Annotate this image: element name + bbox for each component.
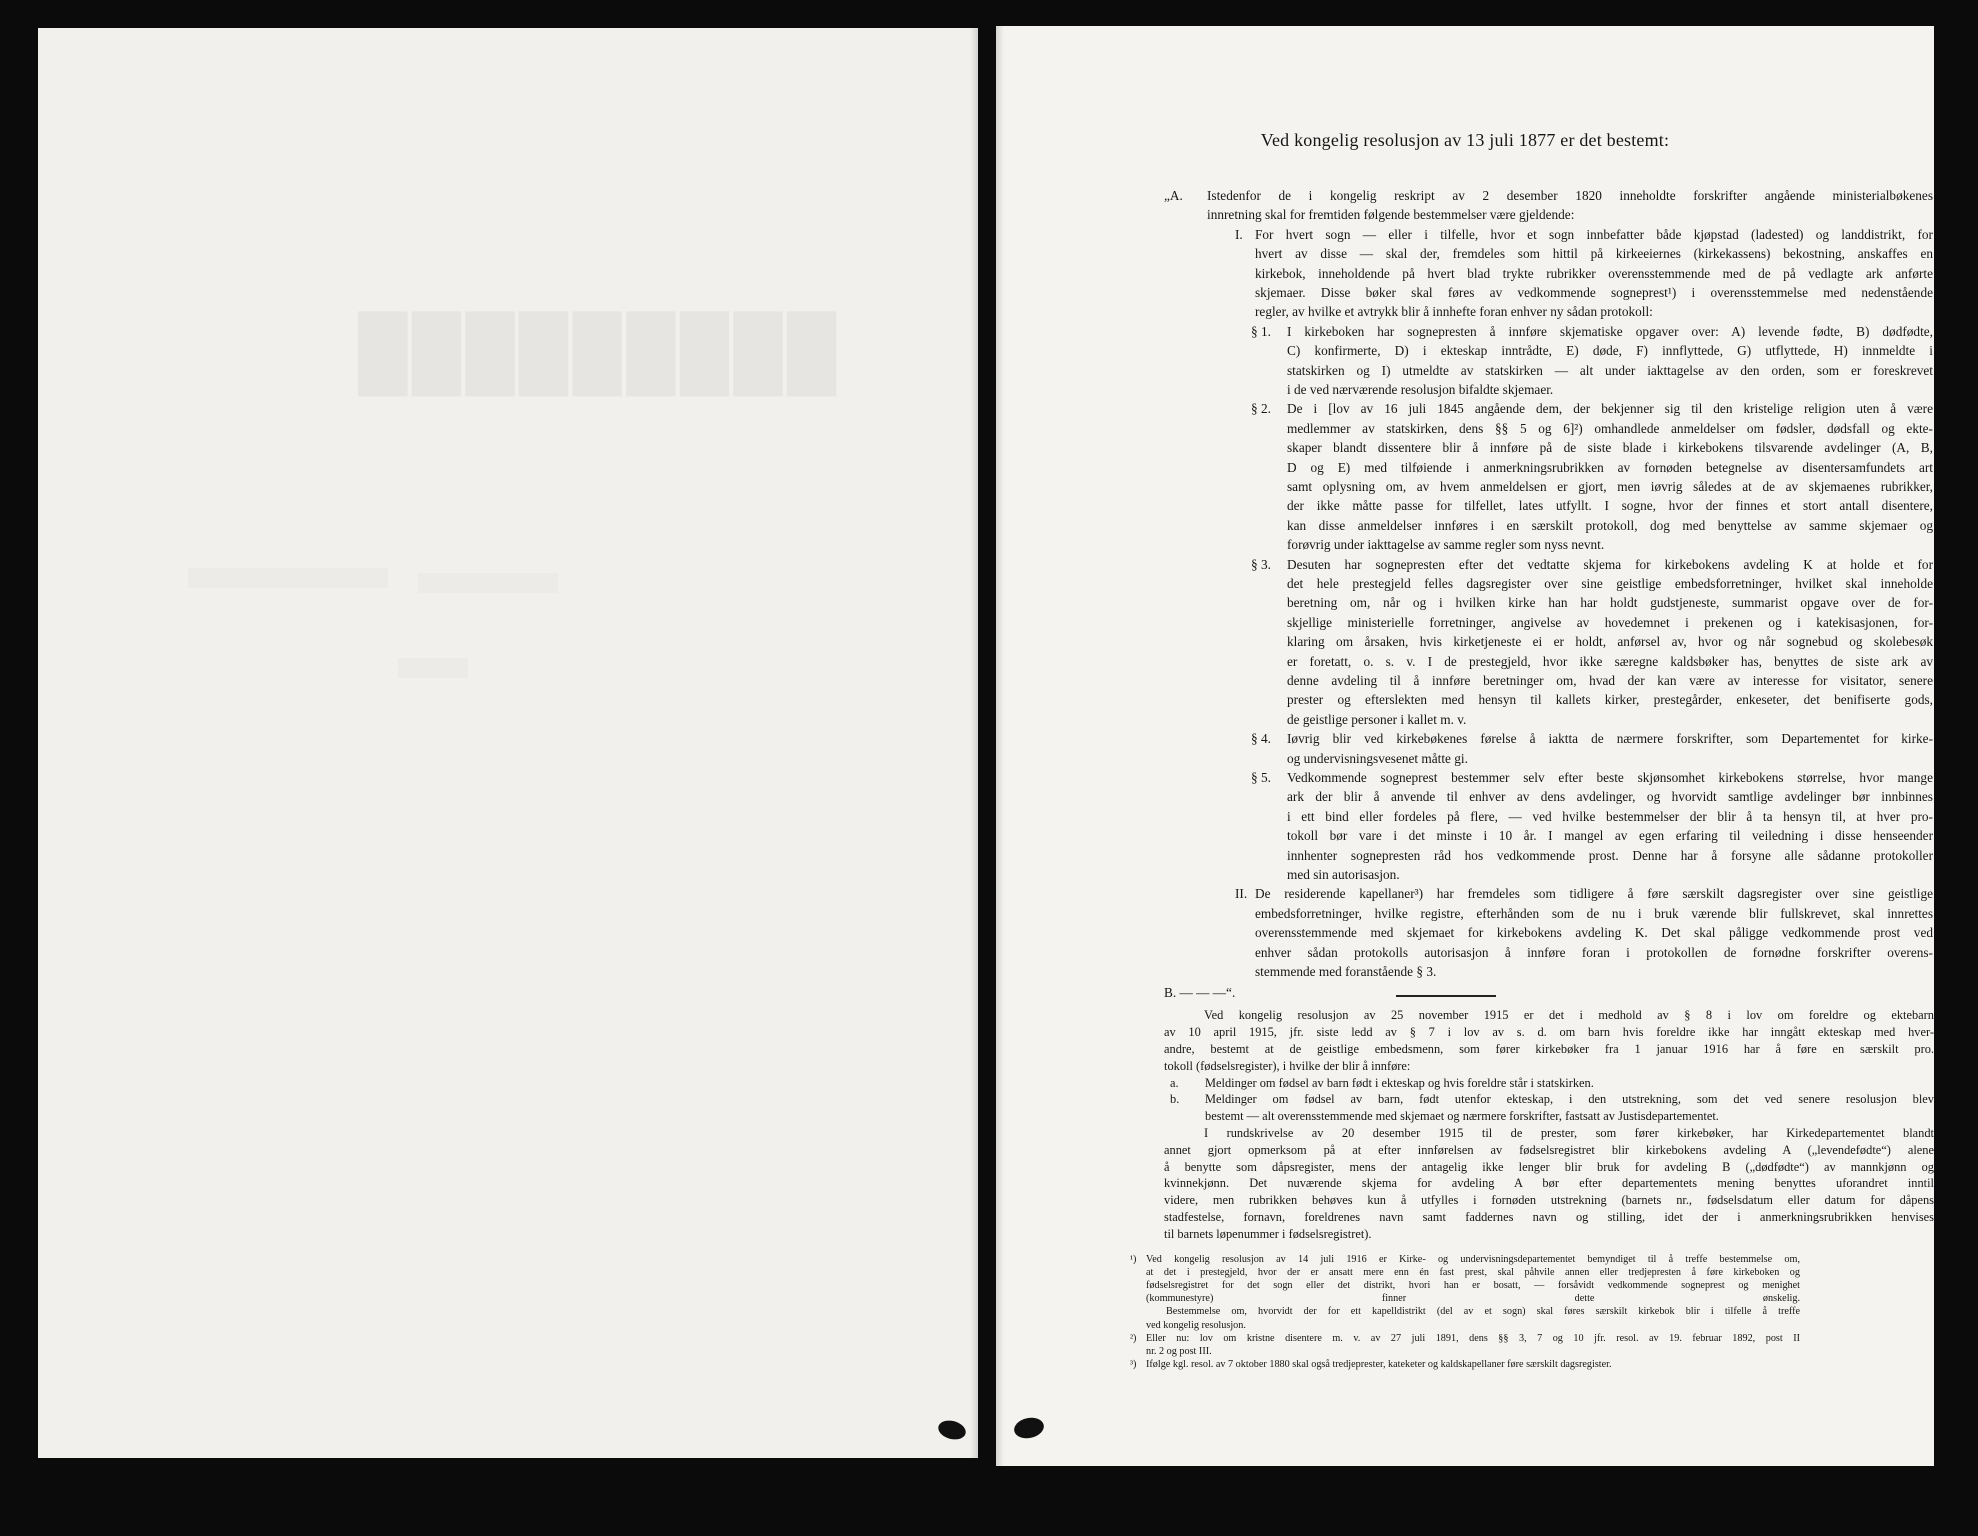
text-line: av 10 april 1915, jfr. siste ledd av § 7 i lov av s. d. om barn hvis foreldre ikke har inngått ekteskap med hver-	[1164, 1025, 1934, 1040]
page-heading: Ved kongelig resolusjon av 13 juli 1877 er det bestemt:	[1260, 130, 1670, 150]
gutter-shadow	[970, 28, 978, 1458]
text-line: Eller nu: lov om kristne disentere m. v. av 27 juli 1891, dens §§ 3, 7 og 10 jfr. resol. av 19. februar 1892, post II	[1146, 1332, 1800, 1344]
text-line: medlemmer av statskirken, dens §§ 5 og 6]²) omhandlede anmeldelser om fødsler, dødsfall og ekte-	[1287, 420, 1933, 436]
text-line: Ved kongelig resolusjon av 25 november 1915 er det i medhold av § 8 i lov om foreldre og ektebarn	[1204, 1008, 1934, 1023]
bleed-through-title: █████████	[358, 314, 841, 391]
paragraph-marker: § 1.	[1251, 323, 1271, 339]
text-line: stemmende med foranstående § 3.	[1255, 963, 1437, 979]
text-line: D og E) med tilføiende i anmerkningsrubrikken av fornøden betegnelse av disentersamfundets art	[1287, 459, 1933, 475]
bleed-through-line	[398, 658, 468, 678]
separator-rule	[1396, 995, 1496, 997]
footnote-text	[1146, 1358, 1800, 1371]
part-ii-marker: II.	[1235, 886, 1248, 902]
text-line: Ved kongelig resolusjon av 14 juli 1916 er Kirke- og undervisningsdepartementet bemyndiget til å treffe bestemmelse om,	[1146, 1253, 1800, 1265]
text-line: denne avdeling til å innføre beretninger om, hvad der kan være av interesse for visitator, senere	[1287, 672, 1933, 688]
text-line: De i [lov av 16 juli 1845 angående dem, der bekjenner sig til den kristelige religion uten å være	[1287, 401, 1933, 417]
gutter-shadow	[996, 26, 1004, 1466]
text-line: ark der blir å anvende til enhver av dens avdelinger, og hvorvidt samtlige avdelinger bør innbinnes	[1287, 789, 1933, 805]
text-line: med sin autorisasjon.	[1287, 866, 1400, 882]
text-line: i ett bind eller fordeles på flere, — ved hvilke bestemmelser der blir å ta hensyn til, at hver pro-	[1287, 808, 1933, 824]
text-line: forøvrig under iakttagelse av samme regler som nyss nevnt.	[1287, 537, 1605, 553]
paragraph-text	[1287, 768, 1933, 884]
text-line: bestemt — alt overensstemmende med skjemaet og nærmere forskrifter, fastsatt av Justisdepartementet.	[1205, 1109, 1719, 1124]
text-line: andre, bestemt at de geistlige embedsmenn, som fører kirkebøker fra 1 januar 1916 har å føre en særskilt pro.	[1164, 1041, 1934, 1056]
footnote-marker: ¹)	[1130, 1253, 1137, 1265]
part-i-marker: I.	[1235, 226, 1243, 242]
text-line: de geistlige personer i kallet m. v.	[1287, 711, 1467, 727]
text-line: samt oplysning om, av hvem anmeldelsen er gjort, men iøvrig således at de av skjemaenes rubrikker,	[1287, 478, 1933, 494]
list-item	[1205, 1075, 1934, 1092]
footnote-text	[1146, 1253, 1800, 1332]
text-line: å benytte som dåpsregister, mens der antagelig ikke lenger blir bruk for avdeling B („dødfødte“) av mannkjønn og	[1164, 1159, 1934, 1174]
text-line: embedsforretninger, hvilke registre, efterhånden som de nu i bruk værende blir fullskrevet, skal innrettes	[1255, 905, 1933, 921]
text-line: klaring om årsaken, hvis kirketjeneste ei er holdt, anførsel av, hvor og når sognebud og skolebesøk	[1287, 634, 1933, 650]
text-line: De residerende kapellaner³) har fremdeles som tidligere å føre særskilt dagsregister over sine geistlige	[1255, 886, 1933, 902]
text-line: Meldinger om fødsel av barn, født utenfor ekteskap, i den utstrekning, som det ved senere resolusjon blev	[1205, 1092, 1934, 1107]
text-line: til barnets løpenummer i fødselsregistret).	[1164, 1226, 1372, 1241]
left-page	[38, 28, 978, 1458]
text-line: I kirkeboken har sognepresten å innføre skjematiske opgaver over: A) levende fødte, B) dødfødte,	[1287, 323, 1933, 339]
text-line: tokoll (fødselsregister), i hvilke der blir å innføre:	[1164, 1058, 1411, 1073]
text-line: For hvert sogn — eller i tilfelle, hvor et sogn innbefatter både kjøpstad (ladested) og landdistrikt, for	[1255, 226, 1933, 242]
text-line: det hele prestegjeld felles dagsregister over sine geistlige embedsforretninger, hvilket skal inneholde	[1287, 575, 1933, 591]
text-line: enhver sådan protokolls autorisasjon å innføre foran i protokollen de fornødne forskrifter overens-	[1255, 944, 1933, 960]
text-line: tokoll bør vare i det minste i 10 år. I mangel av egen erfaring til veiledning i disse henseender	[1287, 828, 1933, 844]
text-line: skjellige ministerielle forretninger, angivelse av hovedemnet i prekenen og i katekisasjonen, for-	[1287, 614, 1933, 630]
text-line: kirkebok, inneholdende på hvert blad trykte rubrikker overensstemmende med de på vedlagte ark anførte	[1255, 265, 1933, 281]
text-line: Bestemmelse om, hvorvidt der for ett kapelldistrikt (del av et sogn) skal føres særskilt kirkebok blir i tilfelle å treffe	[1166, 1306, 1800, 1318]
footnote-marker: ²)	[1130, 1332, 1137, 1344]
text-line: der ikke måtte passe for tilfellet, lates utfyllt. I sogne, hvor der finnes et stort antall disentere,	[1287, 498, 1933, 514]
bleed-through-line	[418, 573, 558, 593]
text-line: regler, av hvilke et avtrykk blir å innhefte foran enhver ny sådan protokoll:	[1255, 304, 1653, 320]
list-marker: b.	[1170, 1092, 1180, 1107]
text-line: annet gjort opmerksom på at efter innførelsen av fødselsregistret blir kirkebokens avdeling A („levendefødte“) alene	[1164, 1142, 1934, 1157]
text-line: innretning skal for fremtiden følgende bestemmelser være gjeldende:	[1207, 207, 1575, 223]
list-item	[1205, 1091, 1934, 1125]
paragraph-text	[1287, 399, 1933, 554]
text-line: overensstemmende med skjemaet for kirkebokens avdeling K. Det skal påligge vedkommende prost ved	[1255, 925, 1933, 941]
text-line: Vedkommende sogneprest bestemmer selv efter beste skjønsomhet kirkebokens størrelse, hvor mange	[1287, 770, 1933, 785]
bleed-through-line	[188, 568, 388, 588]
text-line: Desuten har sognepresten efter det vedtatte skjema for kirkebokens avdeling K at holde et for	[1287, 556, 1933, 572]
text-line: og undervisningsvesenet måtte gi.	[1287, 750, 1468, 766]
ink-blot	[936, 1418, 968, 1443]
paragraph-marker: § 4.	[1251, 731, 1271, 747]
paragraph-text	[1287, 729, 1933, 768]
text-line: fødselsregistret for det sogn eller det distrikt, hvori han er bosatt, — forsåvidt vedkommende sogneprest og menighet	[1146, 1279, 1800, 1291]
circular-text	[1164, 1125, 1934, 1243]
text-line: Ifølge kgl. resol. av 7 oktober 1880 skal også tredjeprester, kateketer og kaldskapellaner føre særskilt dagsregister.	[1146, 1359, 1612, 1371]
text-line: hvert av disse — skal der, fremdeles som hittil på kirkeeiernes (kirkekassens) bekostning, anskaffes en	[1255, 246, 1933, 262]
text-line: kan disse anmeldelser innføres i en særskilt protokoll, dog med benyttelse av samme skjemaer og	[1287, 517, 1933, 533]
text-line: I rundskrivelse av 20 desember 1915 til de prester, som fører kirkebøker, har Kirkedepartementet blandt	[1204, 1126, 1934, 1140]
text-line: er foretatt, o. s. v. I de prestegjeld, hvor ikke særegne kaldsbøker has, benyttes de siste ark av	[1287, 653, 1933, 669]
text-line: prester og efterslekten med hensyn til kallets kirker, prestegårder, enkeseter, det benifiserte gods,	[1287, 692, 1933, 708]
text-line: videre, men rubrikken behøves kun å utfylles i fornøden utstrekning (barnets nr., fødselsdatum eller datum for dåpens	[1164, 1193, 1934, 1208]
section-a-marker: „A.	[1164, 188, 1183, 203]
paragraph-text	[1287, 555, 1933, 730]
section-b: B. — — —“.	[1164, 985, 1236, 1001]
text-line: Iøvrig blir ved kirkebøkenes førelse å iaktta de nærmere forskrifter, som Departementet for kirke-	[1287, 731, 1933, 747]
text-line: (kommunestyre) finner dette ønskelig.	[1146, 1293, 1800, 1305]
text-line: skjemaer. Disse bøker skal føres av vedkommende sogneprest¹) i overensstemmelse med nedenstående	[1255, 284, 1933, 300]
paragraph-marker: § 3.	[1251, 556, 1271, 572]
text-line: C) konfirmerte, D) i ekteskap inntrådte, E) døde, F) innflyttede, G) utflyttede, H) innmeldte i	[1287, 343, 1933, 359]
text-line: nr. 2 og post III.	[1146, 1345, 1212, 1357]
part-i-text	[1255, 225, 1933, 322]
ink-blot	[1012, 1415, 1046, 1441]
part-ii-text	[1255, 884, 1933, 981]
text-line: stadfestelse, fornavn, foreldrenes navn samt faddernes navn og stilling, idet der i anmerkningsrubrikken henvises	[1164, 1209, 1934, 1224]
text-line: skaper blandt dissentere blir å innføre på de siste blade i kirkebokens tilsvarende avdelinger (A, B,	[1287, 440, 1933, 456]
text-line: i de ved nærværende resolusjon bifaldte skjemaer.	[1287, 381, 1554, 397]
text-line: at det i prestegjeld, hvor der er ansatt mere enn én fast prest, skal påhvile annen eller tredjepresten å føre kirkeboken og	[1146, 1266, 1800, 1278]
footnote-text	[1146, 1332, 1800, 1358]
resolution-1915-text	[1164, 1007, 1934, 1074]
paragraph-text	[1287, 322, 1933, 400]
paragraph-marker: § 2.	[1251, 401, 1271, 417]
text-line: Istedenfor de i kongelig reskript av 2 desember 1820 inneholdte forskrifter angående ministerialbøkenes	[1207, 188, 1933, 203]
text-line: ved kongelig resolusjon.	[1146, 1319, 1246, 1331]
text-line: statskirken og I) utmeldte av statskirken — alt under iakttagelse av den orden, som er foreskrevet	[1287, 362, 1933, 378]
text-line: innhenter sognepresten råd hos vedkommende prost. Denne har å forsyne alle sådanne protokoller	[1287, 847, 1933, 863]
text-line: Meldinger om fødsel av barn født i ekteskap og hvis foreldre står i statskirken.	[1205, 1075, 1594, 1090]
right-page	[996, 26, 1934, 1466]
text-line: beretning om, når og i hvilken kirke han har holdt gudstjeneste, summarist opgave over de for-	[1287, 595, 1933, 611]
footnote-marker: ³)	[1130, 1359, 1137, 1371]
section-a-intro	[1207, 186, 1933, 225]
text-line: kvinnekjønn. Det nuværende skjema for avdeling A bør efter departementets mening benyttes uforandret inntil	[1164, 1176, 1934, 1191]
paragraph-marker: § 5.	[1251, 770, 1271, 785]
list-marker: a.	[1170, 1075, 1179, 1090]
